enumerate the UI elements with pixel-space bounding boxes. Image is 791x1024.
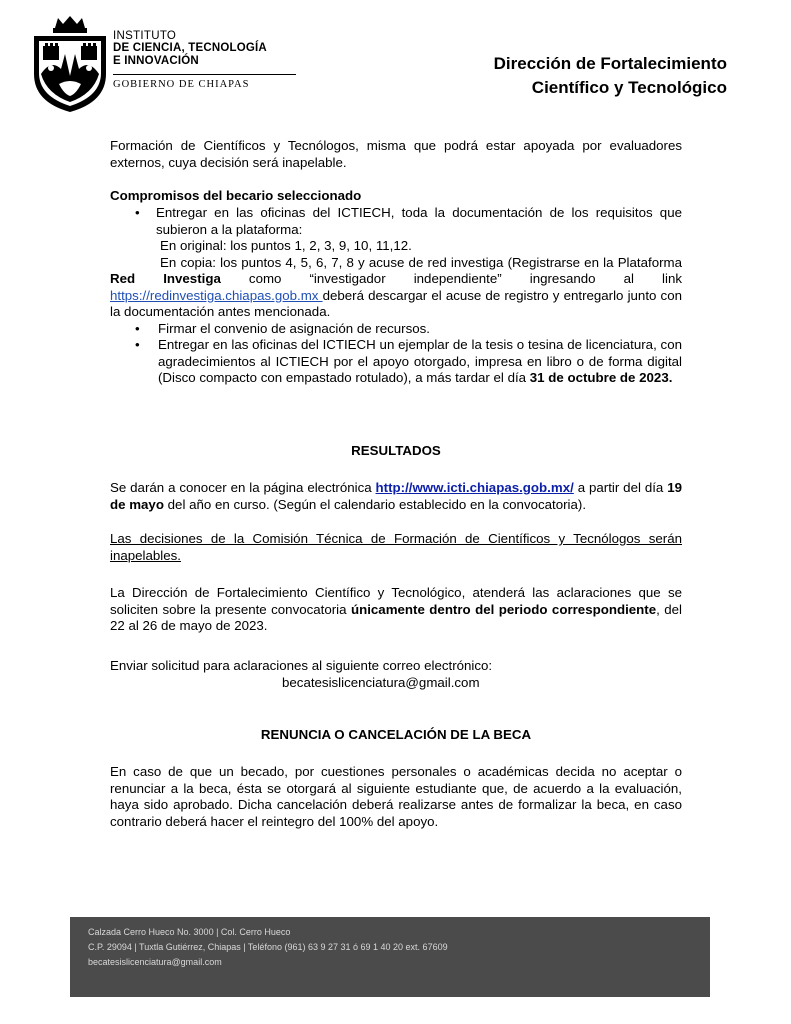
commitments-list [110,205,682,387]
renuncia-paragraph: En caso de que un becado, por cuestiones personales o académicas decida no aceptar o renunciar a la beca, ésta se otorgará al siguiente estudiante que, de acuerdo a la evaluación, haya sido aprobado. Dicha cancelación deberá realizarse antes de formalizar la beca, en caso contrario deberá hacer el reintegro del 100% del apoyo. [110,764,682,829]
bullet1-copy-end: deberá descargar el acuse de registro y entregarlo junto con la documentación antes mencionada. [110,287,682,319]
header-divider [113,74,296,75]
footer-email: becatesislicenciatura@gmail.com [88,957,222,967]
icti-website-link[interactable]: http://www.icti.chiapas.gob.mx/ [375,480,574,495]
footer-address: Calzada Cerro Hueco No. 3000 | Col. Cerro Hueco [88,927,291,937]
bullet-icon: • [135,337,140,352]
bullet3-text: Entregar en las oficinas del ICTIECH un ejemplar de la tesis o tesina de licenciatura, con agradecimientos al ICTIECH por el apoyo otorgado, impresa en libro o de forma digital (Disco compacto con empastado rotulado), a más tardar el día [158,337,682,385]
direction-title [367,52,727,100]
bullet1-text: Entregar en las oficinas del ICTIECH, toda la documentación de los requisitos que subieron a la plataforma: [156,205,682,237]
direction-line2: Científico y Tecnológico [531,78,727,97]
bullet2-text: Firmar el convenio de asignación de recursos. [158,320,430,336]
footer [70,917,710,997]
deadline-date: 31 de octubre de 2023. [529,370,673,385]
results-text-mid: a partir del día [573,480,668,495]
bullet-icon: • [135,320,140,336]
direction-line1: Dirección de Fortalecimiento [493,54,727,73]
list-item [110,337,682,387]
contact-email: becatesislicenciatura@gmail.com [282,675,480,690]
bullet1-copy-start: En copia: los puntos 4, 5, 6, 7, 8 y acuse de red investiga (Registrarse en la Plataforma [160,254,682,270]
renuncia-heading: RENUNCIA O CANCELACIÓN DE LA BECA [260,727,532,742]
red-investiga-label: Red Investiga [110,271,221,286]
clarif-text-start: La Dirección de Fortalecimiento Científico y Tecnológico, atenderá las aclaraciones que se soliciten sobre la presente convocatoria [110,585,682,617]
clarif-period: únicamente dentro del periodo correspondiente [350,601,657,617]
bullet1-copy-mid: como “investigador independiente” ingresando al link [220,271,682,286]
list-item [110,205,682,238]
results-paragraph [110,480,682,513]
decisions-note: Las decisiones de la Comisión Técnica de Formación de Científicos y Tecnólogos serán inapelables. [110,531,682,563]
list-item [110,321,682,338]
institute-line3: E INNOVACIÓN [113,55,199,67]
results-text-end: del año en curso. (Según el calendario establecido en la convocatoria). [163,496,587,512]
redinvestiga-link[interactable]: https://redinvestiga.chiapas.gob.mx [110,287,323,303]
intro-paragraph: Formación de Científicos y Tecnólogos, misma que podrá estar apoyada por evaluadores externos, cuya decisión será inapelable. [110,138,682,170]
bullet-icon: • [135,205,140,220]
bullet1-original: En original: los puntos 1, 2, 3, 9, 10, 11,12. [160,238,412,253]
results-text-start: Se darán a conocer en la página electrónica [110,480,376,495]
institute-name [113,30,303,90]
government-name: GOBIERNO DE CHIAPAS [113,79,250,90]
bullet1-copy [110,255,682,321]
footer-phone: C.P. 29094 | Tuxtla Gutiérrez, Chiapas | Teléfono (961) 63 9 27 31 ó 69 1 40 20 ext. 67609 [88,942,448,952]
commitments-heading: Compromisos del becario seleccionado [110,188,362,203]
institute-line1: INSTITUTO [113,30,177,42]
clarif-text-end: , del 22 al 26 de mayo de 2023. [110,601,682,633]
institute-line2: DE CIENCIA, TECNOLOGÍA [113,42,267,54]
clarifications-paragraph [110,585,682,635]
results-date: 19 de mayo [110,480,683,512]
send-request-text: Enviar solicitud para aclaraciones al siguiente correo electrónico: [110,658,493,673]
results-heading: RESULTADOS [351,443,441,458]
chiapas-coat-of-arms-icon [31,14,109,114]
